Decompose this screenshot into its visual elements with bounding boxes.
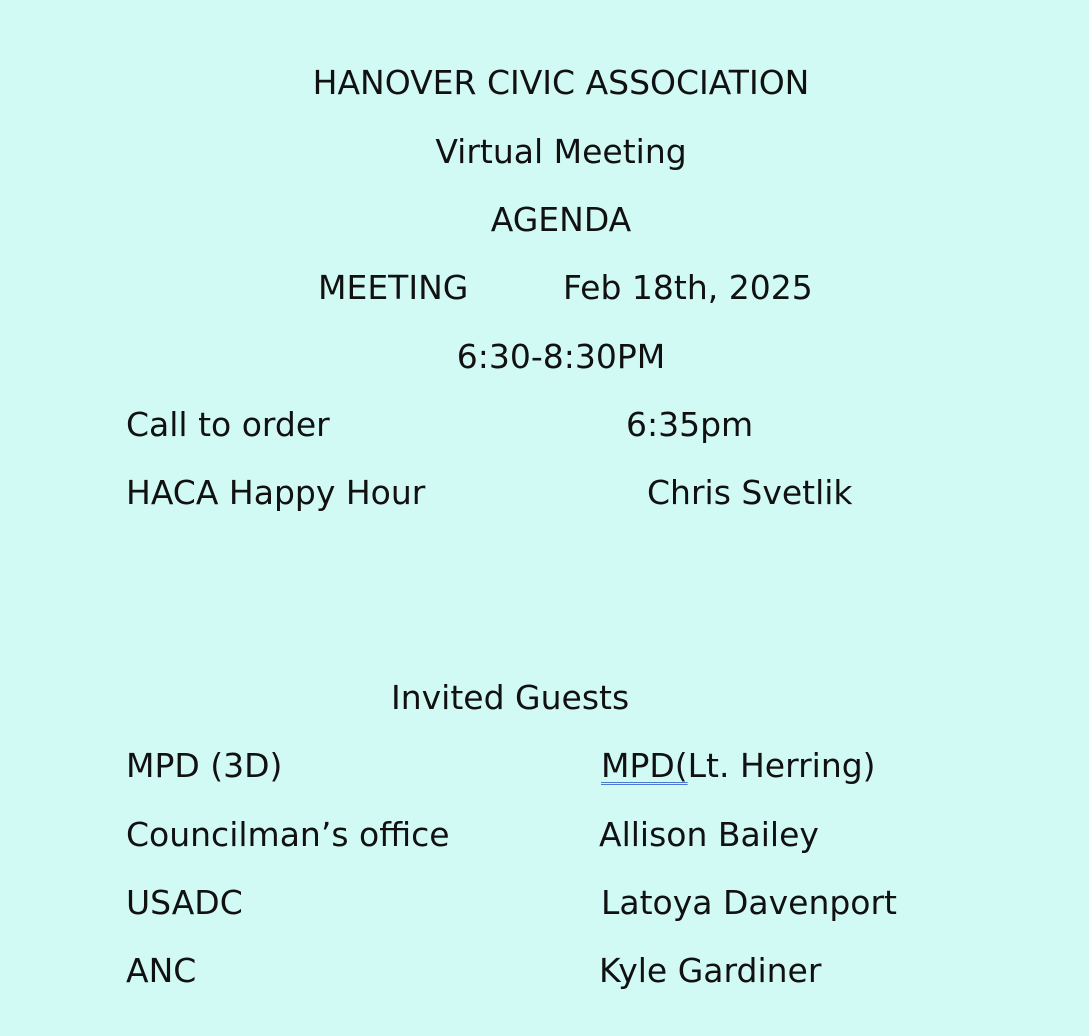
agenda-item-happy-hour: HACA Happy Hour	[126, 473, 426, 512]
agenda-detail-happy-hour: Chris Svetlik	[647, 473, 853, 512]
guest-name	[601, 746, 876, 786]
meeting-label: MEETING	[318, 268, 469, 307]
meeting-time-range: 6:30-8:30PM	[456, 337, 666, 376]
agenda-item-call-to-order: Call to order	[126, 405, 330, 444]
guest-org: ANC	[126, 951, 197, 990]
guest-name: Kyle Gardiner	[599, 951, 822, 990]
guest-name: Latoya Davenport	[601, 883, 898, 922]
meeting-type: Virtual Meeting	[435, 132, 687, 171]
guest-org: Councilman’s office	[126, 815, 450, 854]
spellcheck-flagged-text: MPD(	[601, 746, 688, 785]
invited-guests-heading: Invited Guests	[391, 678, 630, 717]
agenda-detail-call-to-order: 6:35pm	[626, 405, 754, 444]
org-title: HANOVER CIVIC ASSOCIATION	[312, 63, 810, 102]
guest-org: USADC	[126, 883, 243, 922]
guest-org: MPD (3D)	[126, 746, 283, 785]
guest-name-rest: Lt. Herring)	[687, 746, 876, 785]
doc-title: AGENDA	[490, 200, 632, 239]
meeting-date: Feb 18th, 2025	[563, 268, 813, 307]
guest-name: Allison Bailey	[599, 815, 819, 854]
